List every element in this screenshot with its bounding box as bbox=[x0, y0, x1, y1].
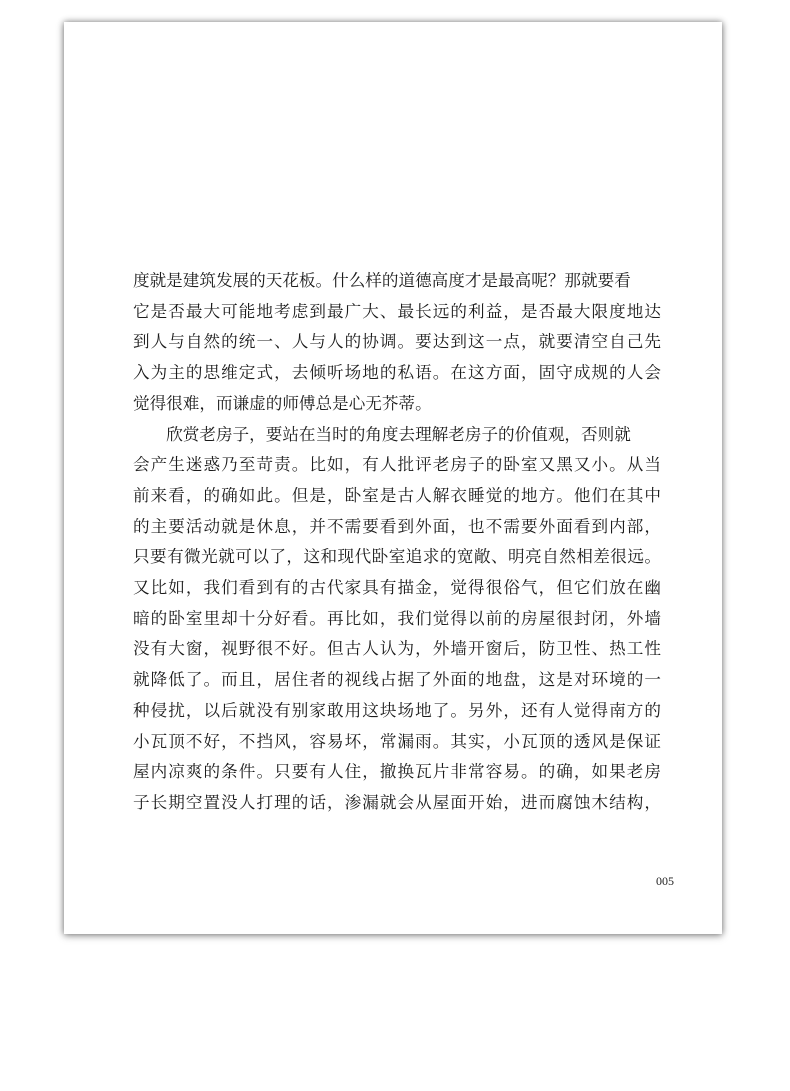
text-line: 觉得很难，而谦虚的师傅总是心无芥蒂。 bbox=[133, 393, 432, 413]
text-line: 暗的卧室里却十分好看。再比如，我们觉得以前的房屋很封闭，外墙 bbox=[133, 608, 661, 628]
text-line: 小瓦顶不好，不挡风，容易坏，常漏雨。其实，小瓦顶的透风是保证 bbox=[133, 731, 661, 751]
text-line: 屋内凉爽的条件。只要有人住，撤换瓦片非常容易。的确，如果老房 bbox=[133, 762, 661, 782]
text-line: 子长期空置没人打理的话，渗漏就会从屋面开始，进而腐蚀木结构， bbox=[133, 792, 661, 812]
text-line: 到人与自然的统一、人与人的协调。要达到这一点，就要清空自己先 bbox=[133, 332, 661, 352]
page-number: 005 bbox=[656, 874, 674, 888]
text-line: 前来看，的确如此。但是，卧室是古人解衣睡觉的地方。他们在其中 bbox=[133, 485, 661, 505]
text-line: 欣赏老房子，要站在当时的角度去理解老房子的价值观，否则就 bbox=[166, 424, 631, 444]
text-line: 种侵扰，以后就没有别家敢用这块场地了。另外，还有人觉得南方的 bbox=[133, 700, 661, 720]
text-line: 没有大窗，视野很不好。但古人认为，外墙开窗后，防卫性、热工性 bbox=[133, 639, 661, 659]
text-line: 只要有微光就可以了，这和现代卧室追求的宽敞、明亮自然相差很远。 bbox=[133, 547, 661, 567]
text-line: 入为主的思维定式，去倾听场地的私语。在这方面，固守成规的人会 bbox=[133, 363, 661, 383]
text-line: 度就是建筑发展的天花板。什么样的道德高度才是最高呢？那就要看 bbox=[133, 271, 631, 290]
text-line: 它是否最大可能地考虑到最广大、最长远的利益，是否最大限度地达 bbox=[133, 301, 661, 321]
text-line: 的主要活动就是休息，并不需要看到外面，也不需要外面看到内部， bbox=[133, 516, 661, 536]
body-text bbox=[133, 266, 661, 819]
book-page bbox=[64, 22, 722, 934]
text-line: 又比如，我们看到有的古代家具有描金，觉得很俗气，但它们放在幽 bbox=[133, 578, 661, 598]
text-line: 就降低了。而且，居住者的视线占据了外面的地盘，这是对环境的一 bbox=[133, 670, 661, 690]
text-line: 会产生迷惑乃至苛责。比如，有人批评老房子的卧室又黑又小。从当 bbox=[133, 455, 661, 475]
